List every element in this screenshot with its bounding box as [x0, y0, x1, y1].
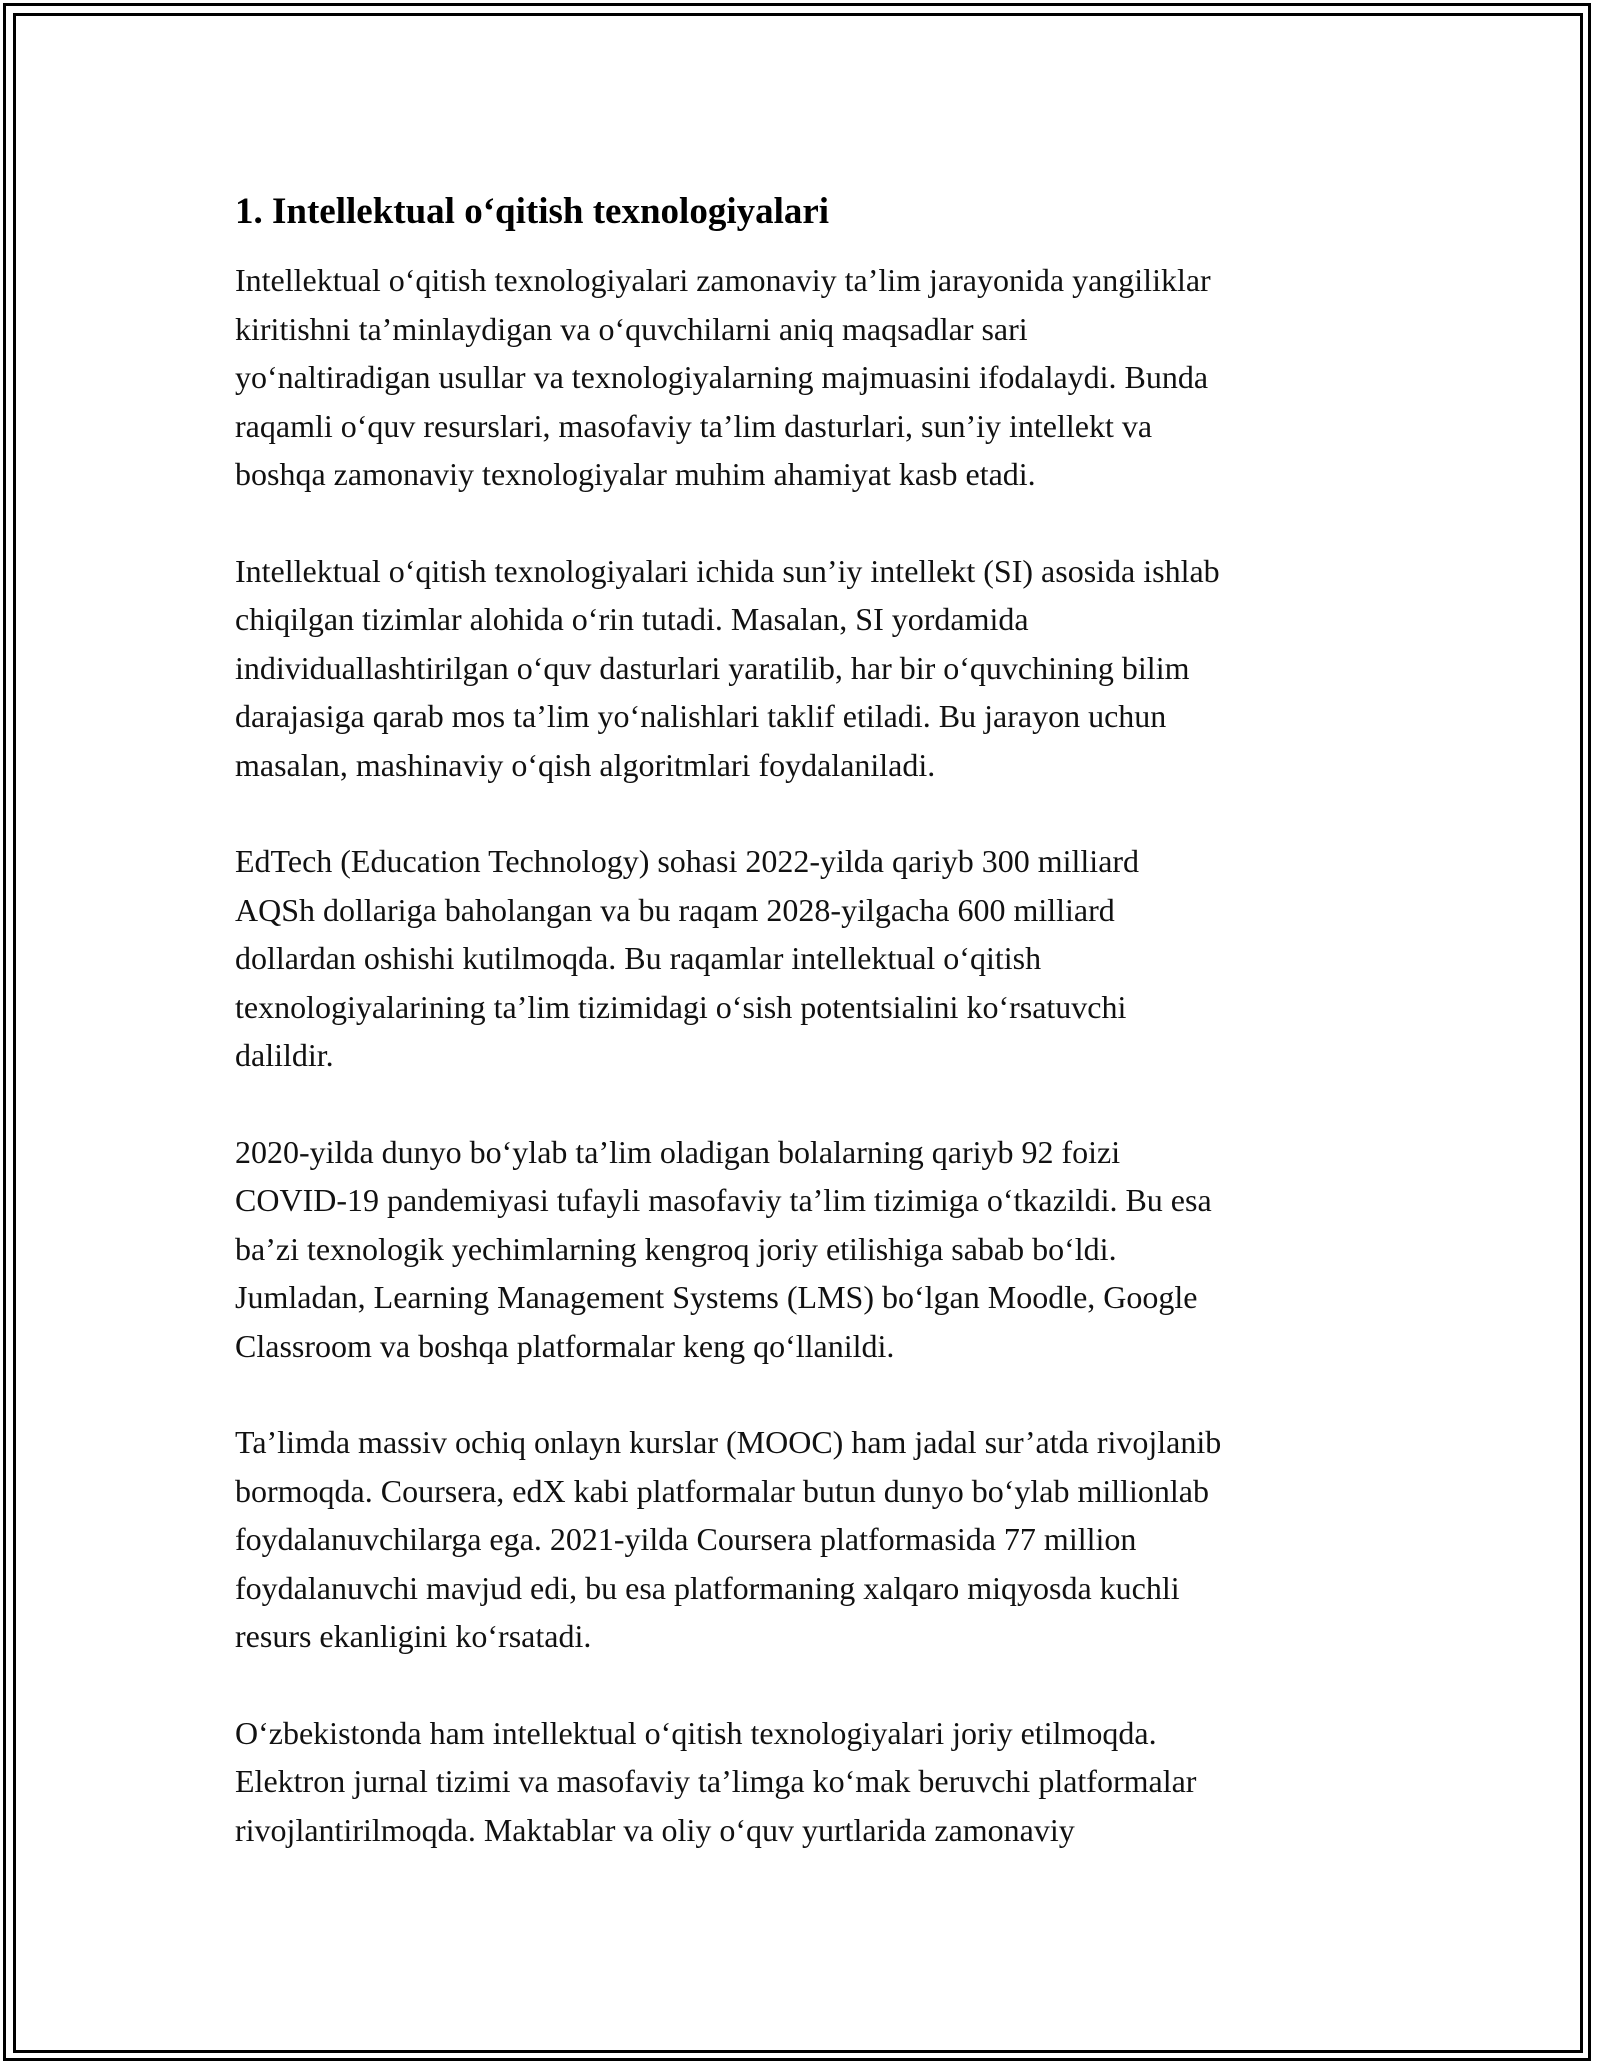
paragraph-uzbekistan: O‘zbekistonda ham intellektual o‘qitish texnologiyalari joriy etilmoqda. Elektron jurnal tizimi va masofaviy ta’limga ko‘mak beruvchi platformalar rivojlantirilmoqda. Maktablar va oliy o‘quv yurtlarida zamonaviy: [235, 1714, 1197, 1848]
paragraph-covid-lms: 2020-yilda dunyo bo‘ylab ta’lim oladigan bolalarning qariyb 92 foizi COVID-19 pandemiyasi tufayli masofaviy ta’lim tizimiga o‘tkazildi. Bu esa ba’zi texnologik yechimlarning kengroq joriy etilishiga sabab bo‘ldi. Jumladan, Learning Management Systems (LMS) bo‘lgan Moodle, Google Classroom va boshqa platformalar keng qo‘llanildi.: [235, 1133, 1212, 1364]
paragraph-intro: Intellektual o‘qitish texnologiyalari zamonaviy ta’lim jarayonida yangiliklar kiritishni ta’minlaydigan va o‘quvchilarni aniq maqsadlar sari yo‘naltiradigan usullar va texnologiyalarning majmuasini ifodalaydi. Bunda raqamli o‘quv resurslari, masofaviy ta’lim dasturlari, sun’iy intellekt va boshqa zamonaviy texnologiyalar muhim ahamiyat kasb etadi.: [235, 262, 1211, 492]
paragraph-ai-systems: Intellektual o‘qitish texnologiyalari ichida sun’iy intellekt (SI) asosida ishlab chiqilgan tizimlar alohida o‘rin tutadi. Masalan, SI yordamida individuallashtirilgan o‘quv dasturlari yaratilib, har bir o‘quvchining bilim darajasiga qarab mos ta’lim yo‘nalishlari taklif etiladi. Bu jarayon uchun masalan, mashinaviy o‘qish algoritmlari foydalaniladi.: [235, 552, 1220, 783]
paragraph-edtech-market: EdTech (Education Technology) sohasi 2022-yilda qariyb 300 milliard AQSh dollariga baholangan va bu raqam 2028-yilgacha 600 milliard dollardan oshishi kutilmoqda. Bu raqamlar intellektual o‘qitish texnologiyalarining ta’lim tizimidagi o‘sish potentsialini ko‘rsatuvchi dalildir.: [235, 843, 1140, 1073]
section-heading: 1. Intellektual o‘qitish texnologiyalari: [235, 191, 830, 232]
paragraph-mooc: Ta’limda massiv ochiq onlayn kurslar (MOOC) ham jadal sur’atda rivojlanib bormoqda. Coursera, edX kabi platformalar butun dunyo bo‘ylab millionlab foydalanuvchilarga ega. 2021-yilda Coursera platformasida 77 million foydalanuvchi mavjud edi, bu esa platformaning xalqaro miqyosda kuchli resurs ekanligini ko‘rsatadi.: [235, 1424, 1222, 1654]
document-body: [235, 188, 1375, 1902]
